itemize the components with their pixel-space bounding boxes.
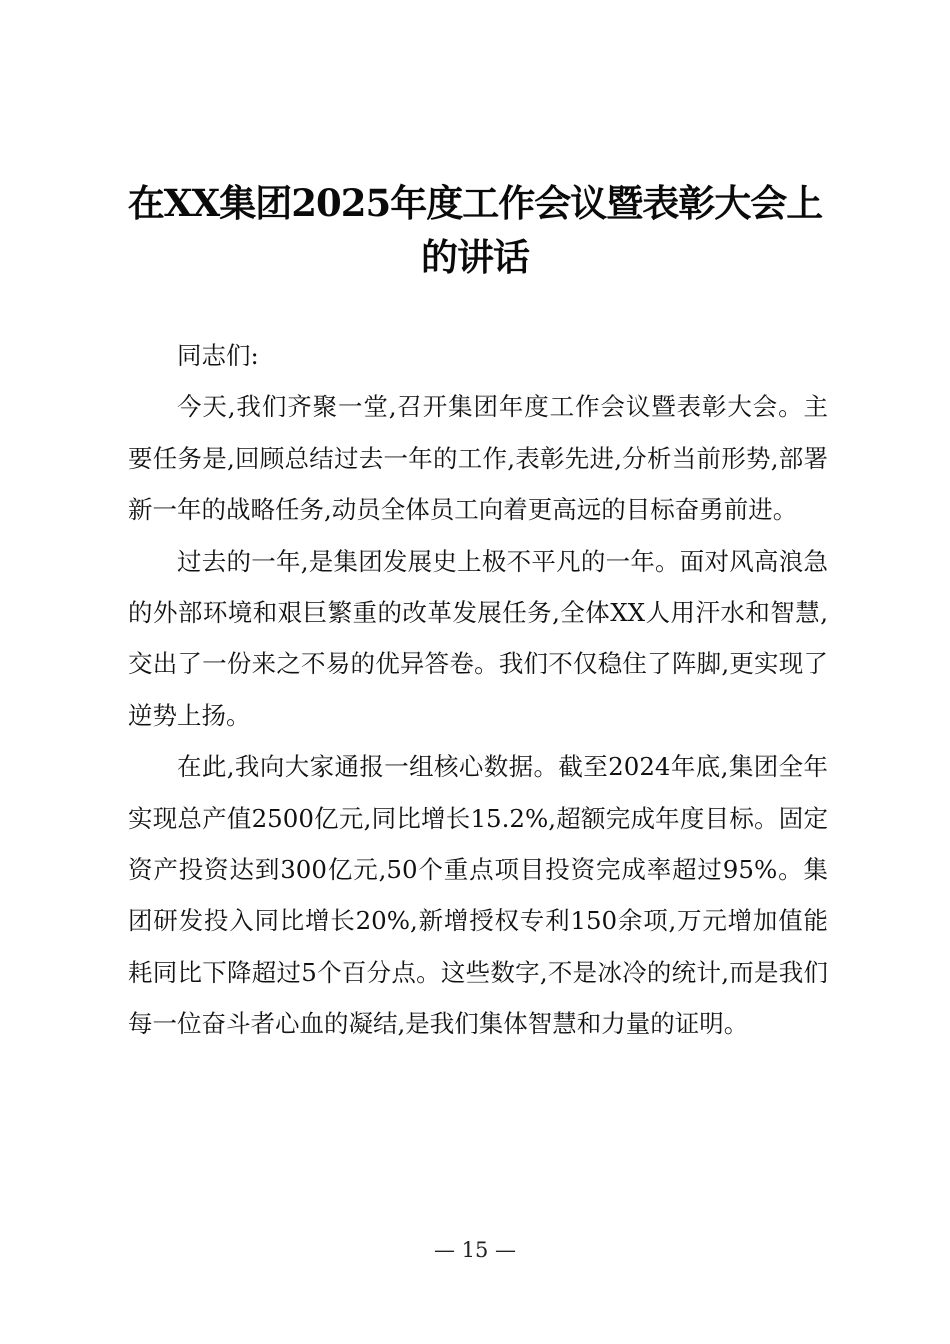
document-title: 在XX集团2025年度工作会议暨表彰大会上的讲话 — [127, 181, 823, 279]
document-body — [128, 330, 828, 1050]
paragraph-1: 今天,我们齐聚一堂,召开集团年度工作会议暨表彰大会。主要任务是,回顾总结过去一年的工作,表彰先进,分析当前形势,部署新一年的战略任务,动员全体员工向着更高远的目标奋勇前进。 — [128, 392, 828, 525]
page-number: — 15 — — [433, 1238, 517, 1262]
paragraph-2: 过去的一年,是集团发展史上极不平凡的一年。面对风高浪急的外部环境和艰巨繁重的改革发展任务,全体XX人用汗水和智慧,交出了一份来之不易的优异答卷。我们不仅稳住了阵脚,更实现了逆势上扬。 — [128, 546, 828, 730]
salutation: 同志们: — [177, 341, 259, 370]
paragraph-3: 在此,我向大家通报一组核心数据。截至2024年底,集团全年实现总产值2500亿元,同比增长15.2%,超额完成年度目标。固定资产投资达到300亿元,50个重点项目投资完成率超过95%。集团研发投入同比增长20%,新增授权专利150余项,万元增加值能耗同比下降超过5个百分点。这些数字,不是冰冷的统计,而是我们每一位奋斗者心血的凝结,是我们集体智慧和力量的证明。 — [128, 752, 828, 1039]
